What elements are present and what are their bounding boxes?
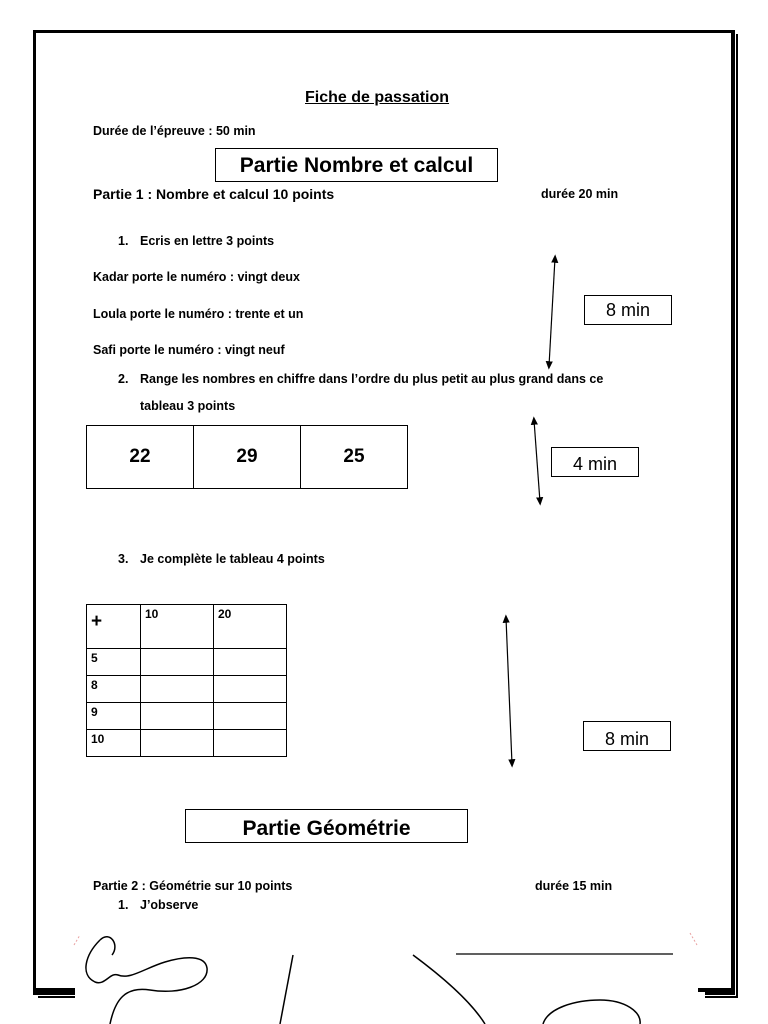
q1-number: 1.: [118, 234, 129, 248]
exam-duration: Durée de l’épreuve : 50 min: [93, 124, 256, 138]
part2-q1-text: J’observe: [140, 898, 199, 912]
addition-row-label-9: 9: [87, 703, 141, 730]
addition-header-10: 10: [141, 605, 214, 649]
q3-time-label: 8 min: [604, 729, 649, 749]
part2-duration: durée 15 min: [535, 879, 613, 893]
addition-row-label-5: 5: [87, 649, 141, 676]
part2-heading: Partie 2 : Géométrie sur 10 points: [93, 879, 293, 893]
addition-corner-plus: +: [87, 605, 141, 649]
q2-number: 2.: [118, 372, 129, 386]
rank-cell-3: 25: [301, 426, 408, 489]
q1-text: Ecris en lettre 3 points: [140, 234, 275, 248]
q1-line-safi: Safi porte le numéro : vingt neuf: [93, 343, 285, 357]
rank-cell-1: 22: [87, 426, 194, 489]
q1-time-arrow: [549, 258, 555, 366]
q2-time-arrow: [534, 420, 540, 502]
q1-time-label: 8 min: [605, 300, 650, 320]
q2-time-label: 4 min: [572, 454, 617, 474]
q3-text: Je complète le tableau 4 points: [140, 552, 325, 566]
part2-q1-number: 1.: [118, 898, 129, 912]
section-geometrie-label: Partie Géométrie: [242, 817, 411, 840]
addition-row-label-10: 10: [87, 730, 141, 757]
part1-heading: Partie 1 : Nombre et calcul 10 points: [93, 186, 335, 202]
page-title: Fiche de passation: [305, 89, 450, 106]
addition-header-20: 20: [214, 605, 287, 649]
addition-row-label-8: 8: [87, 676, 141, 703]
q1-line-loula: Loula porte le numéro : trente et un: [93, 307, 304, 321]
rank-cell-2: 29: [194, 426, 301, 489]
part1-duration: durée 20 min: [541, 187, 619, 201]
q2-text-line1: Range les nombres en chiffre dans l’ordre du plus petit au plus grand dans ce: [140, 372, 604, 386]
q3-time-arrow: [506, 618, 512, 764]
q2-text-line2: tableau 3 points: [140, 399, 236, 413]
q1-line-kadar: Kadar porte le numéro : vingt deux: [93, 270, 300, 284]
section-number-calcul-label: Partie Nombre et calcul: [239, 154, 474, 177]
q3-number: 3.: [118, 552, 129, 566]
